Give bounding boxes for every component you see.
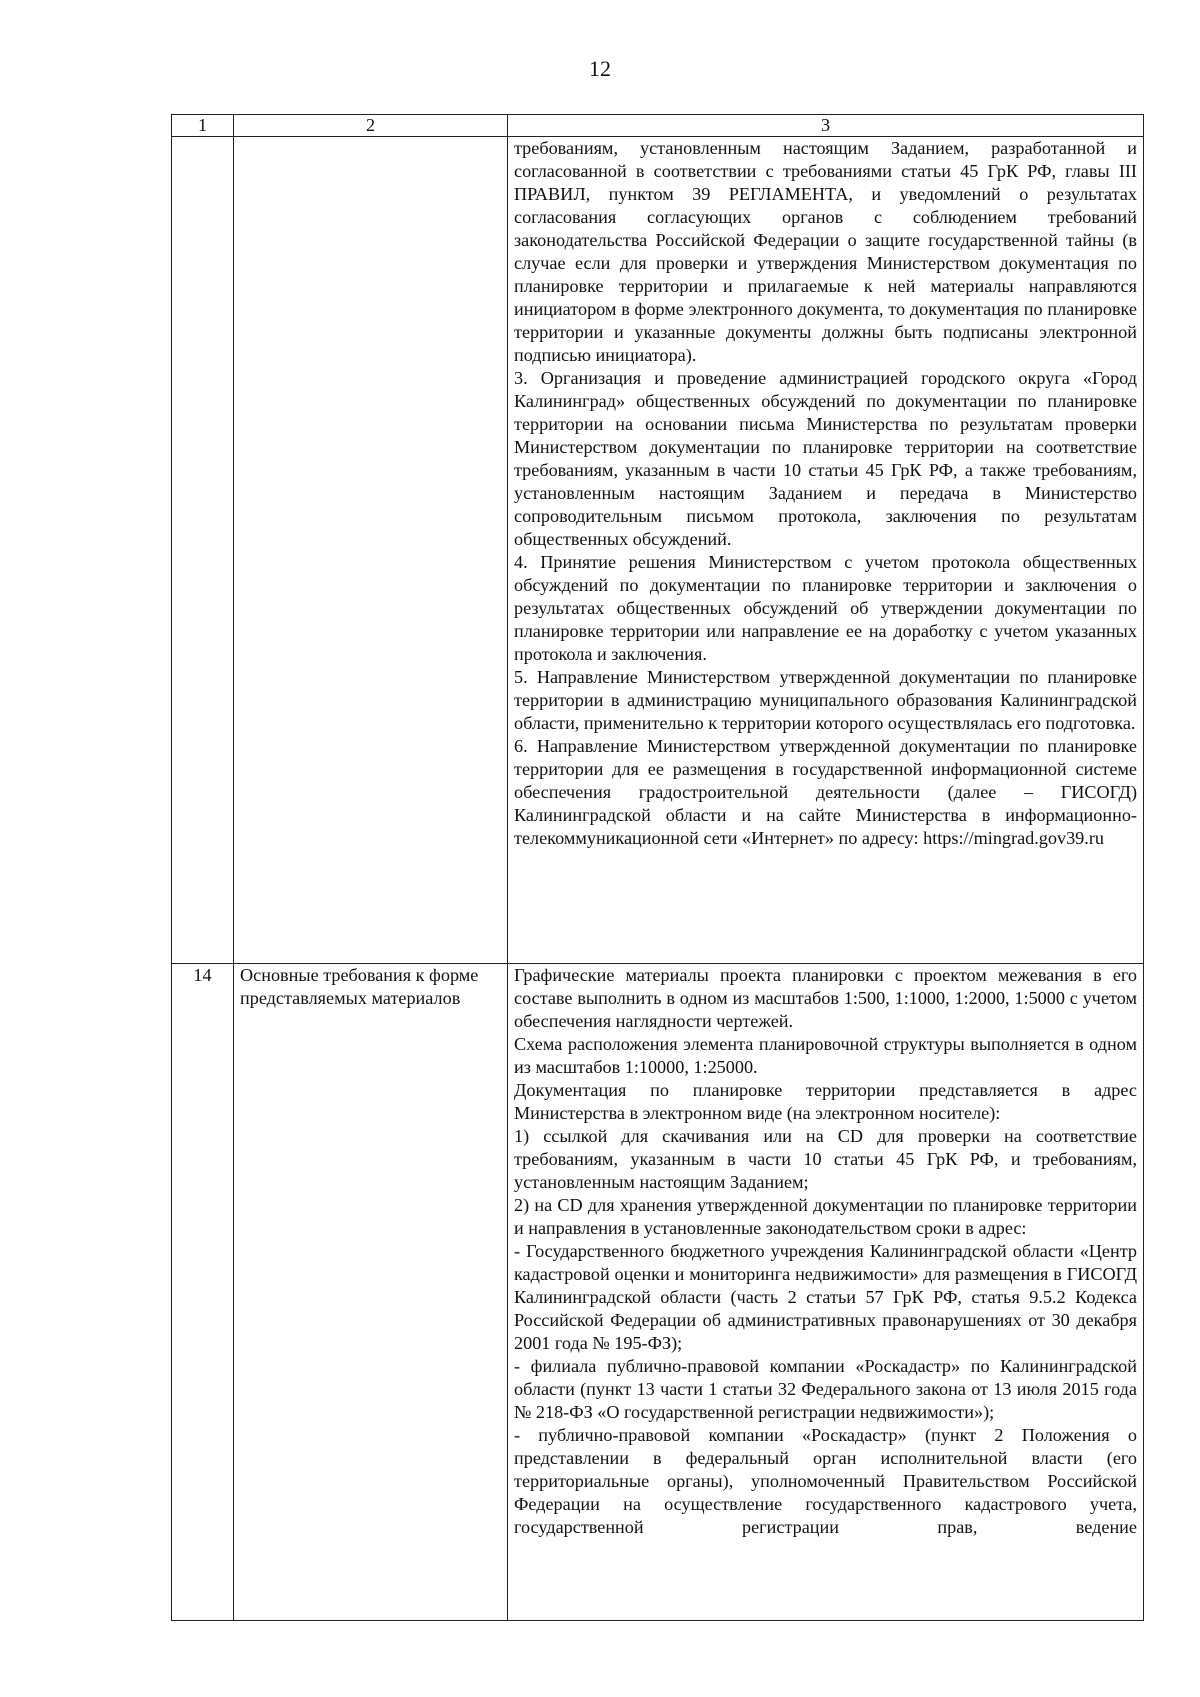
paragraph: Схема расположения элемента планировочной структуры выполняется в одном из масштабов 1:10000, 1:25000. bbox=[514, 1034, 1137, 1077]
paragraph: 5. Направление Министерством утвержденной документации по планировке территории в администрацию муниципального образования Калининградской области, применительно к территории которого осуществлялась его подготовка. bbox=[514, 667, 1137, 733]
row-name: Основные требования к форме представляемых материалов bbox=[234, 964, 508, 1621]
table-header-row bbox=[172, 115, 1144, 137]
row-number bbox=[172, 137, 234, 964]
requirements-table bbox=[171, 114, 1144, 1621]
paragraph: 4. Принятие решения Министерством с учетом протокола общественных обсуждений по документации по планировке территории и заключения о результатах общественных обсуждений об утверждении документации по планировке территории или направление ее на доработку с учетом указанных протокола и заключения. bbox=[514, 552, 1137, 664]
table-row bbox=[172, 964, 1144, 1621]
row-name bbox=[234, 137, 508, 964]
row-number: 14 bbox=[172, 964, 234, 1621]
paragraph: 6. Направление Министерством утвержденной документации по планировке территории для ее размещения в государственной информационной системе обеспечения градостроительной деятельности (далее – ГИСОГД) Калининградской области и на сайте Министерства в информационно-телекоммуникационной сети «Интернет» по адресу: https://mingrad.gov39.ru bbox=[514, 736, 1137, 848]
paragraph: 3. Организация и проведение администрацией городского округа «Город Калининград» общественных обсуждений по документации по планировке территории на основании письма Министерства по результатам проверки Министерством документации по планировке территории на соответствие требованиям, указанным в части 10 статьи 45 ГрК РФ, а также требованиям, установленным настоящим Заданием и передача в Министерство сопроводительным письмом протокола, заключения по результатам общественных обсуждений. bbox=[514, 368, 1137, 549]
paragraph: требованиям, установленным настоящим Заданием, разработанной и согласованной в соответствии с требованиями статьи 45 ГрК РФ, главы III ПРАВИЛ, пунктом 39 РЕГЛАМЕНТА, и уведомлений о результатах согласования согласующих органов с соблюдением требований законодательства Российской Федерации о защите государственной тайны (в случае если для проверки и утверждения Министерством документация по планировке территории и прилагаемые к ней материалы направляются инициатором в форме электронного документа, то документация по планировке территории и указанные документы должны быть подписаны электронной подписью инициатора). bbox=[514, 138, 1137, 365]
table-row bbox=[172, 137, 1144, 964]
paragraph: Графические материалы проекта планировки с проектом межевания в его составе выполнить в одном из масштабов 1:500, 1:1000, 1:2000, 1:5000 с учетом обеспечения наглядности чертежей. bbox=[514, 965, 1137, 1031]
header-cell-2: 2 bbox=[234, 115, 508, 137]
paragraph: Документация по планировке территории представляется в адрес Министерства в электронном виде (на электронном носителе): bbox=[514, 1080, 1137, 1123]
header-cell-3: 3 bbox=[508, 115, 1144, 137]
paragraph: - филиала публично-правовой компании «Роскадастр» по Калининградской области (пункт 13 части 1 статьи 32 Федерального закона от 13 июля 2015 года № 218-ФЗ «О государственной регистрации недвижимости»); bbox=[514, 1356, 1137, 1422]
header-cell-1: 1 bbox=[172, 115, 234, 137]
paragraph: 1) ссылкой для скачивания или на CD для проверки на соответствие требованиям, указанным в части 10 статьи 45 ГрК РФ, и требованиям, установленным настоящим Заданием; bbox=[514, 1126, 1137, 1192]
paragraph: - Государственного бюджетного учреждения Калининградской области «Центр кадастровой оценки и мониторинга недвижимости» для размещения в ГИСОГД Калининградской области (часть 2 статьи 57 ГрК РФ, статья 9.5.2 Кодекса Российской Федерации об административных правонарушениях от 30 декабря 2001 года № 195-ФЗ); bbox=[514, 1241, 1137, 1353]
row-content bbox=[508, 964, 1144, 1621]
paragraph: 2) на CD для хранения утвержденной документации по планировке территории и направления в установленные законодательством сроки в адрес: bbox=[514, 1195, 1137, 1238]
paragraph: - публично-правовой компании «Роскадастр» (пункт 2 Положения о представлении в федеральный орган исполнительной власти (его территориальные органы), уполномоченный Правительством Российской Федерации на осуществление государственного кадастрового учета, государственной регистрации прав, ведение bbox=[514, 1425, 1137, 1537]
page-number: 12 bbox=[589, 56, 611, 81]
row-content bbox=[508, 137, 1144, 964]
